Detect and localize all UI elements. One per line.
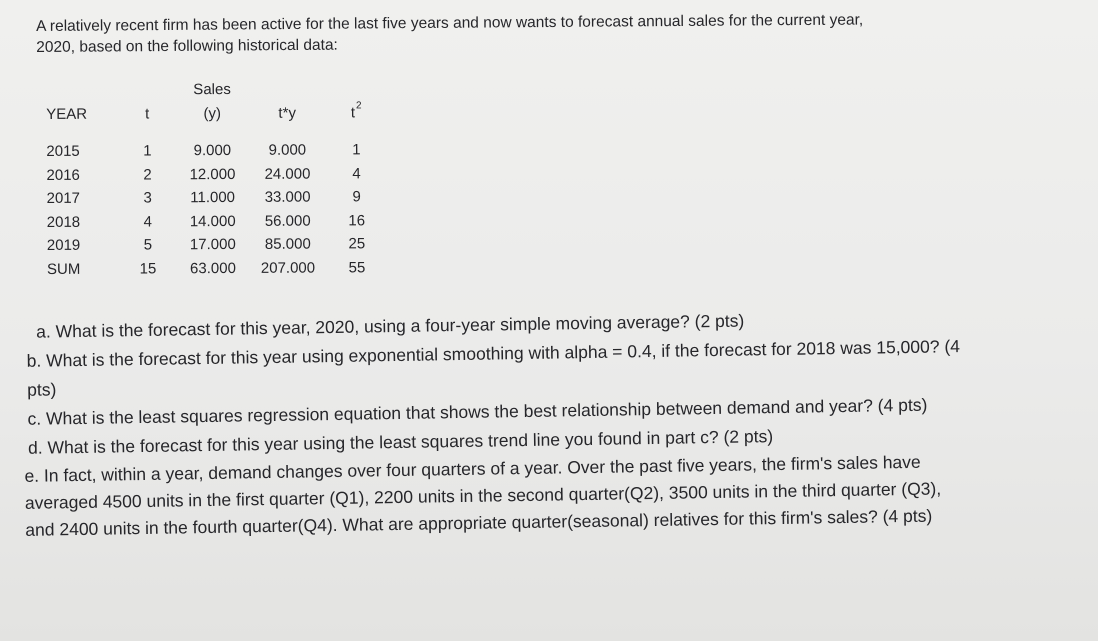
intro-line-2: 2020, based on the following historical data: (36, 36, 338, 56)
question-e-line-1: e. In fact, within a year, demand changes over four quarters of a year. Over the past five years, the firm's sales have (24, 451, 921, 486)
table-row (39, 232, 385, 257)
cell-t2: 25 (348, 235, 366, 253)
cell-t2: 4 (352, 165, 361, 183)
question-b-line-2: pts) (26, 379, 57, 400)
problem-intro (36, 8, 996, 58)
cell-y: 12.000 (189, 165, 236, 183)
table-row (38, 162, 384, 187)
cell-ty: 56.000 (264, 212, 311, 230)
cell-year: 2015 (46, 143, 80, 161)
cell-year: 2017 (46, 190, 81, 208)
cell-y: 11.000 (190, 189, 236, 207)
cell-t2: 1 (352, 141, 361, 159)
question-b-line-1: b. What is the forecast for this year using exponential smoothing with alpha = 0.4, if the forecast for 2018 was 15,000? (4 (26, 336, 961, 371)
cell-year: SUM (46, 260, 81, 278)
cell-t: 3 (143, 189, 152, 207)
table-row (39, 209, 385, 234)
header-ty: t*y (278, 104, 296, 122)
header-y: (y) (203, 104, 221, 122)
cell-y: 9.000 (193, 142, 232, 160)
intro-line-1: A relatively recent firm has been active for the last five years and now wants to forecast annual sales for the current year, (36, 11, 864, 35)
historical-data-table (38, 78, 385, 281)
cell-ty: 85.000 (264, 235, 311, 254)
cell-year: 2018 (46, 213, 81, 231)
header-sales: Sales (193, 80, 231, 98)
cell-t2: 9 (352, 188, 361, 206)
cell-ty: 24.000 (264, 165, 311, 183)
cell-t: 5 (143, 236, 153, 254)
cell-ty: 33.000 (264, 188, 311, 207)
cell-ty: 9.000 (268, 141, 307, 160)
cell-t: 1 (143, 142, 152, 160)
question-list (14, 301, 1097, 544)
cell-year: 2016 (46, 166, 80, 184)
cell-t: 15 (139, 260, 157, 278)
table-row-sum (39, 256, 385, 281)
table-row (39, 185, 385, 210)
cell-year: 2019 (46, 237, 81, 255)
header-t-squared: $t^2$ (350, 100, 362, 122)
question-a: a. What is the forecast for this year, 2020, using a four-year simple moving average? (2 pts) (36, 310, 745, 342)
question-d: d. What is the forecast for this year using the least squares trend line you found in part c? (2 pts) (27, 426, 774, 458)
cell-t: 2 (143, 166, 152, 184)
cell-t2: 16 (348, 212, 366, 230)
question-c: c. What is the least squares regression equation that shows the best relationship between demand and year? (4 pts) (27, 394, 928, 429)
table-row (38, 138, 384, 163)
cell-t: 4 (143, 213, 152, 231)
header-year: YEAR (46, 105, 88, 123)
header-t: t (145, 104, 150, 122)
cell-y: 17.000 (189, 236, 236, 254)
question-e-line-2: averaged 4500 units in the first quarter (Q1), 2200 units in the second quarter(Q2), 3500 units in the third quarter (Q3), (24, 478, 942, 513)
cell-t2: 55 (348, 259, 366, 277)
question-e-line-3: and 2400 units in the fourth quarter(Q4). What are appropriate quarter(seasonal) relatives for this firm's sales? (4 pts) (25, 505, 933, 540)
cell-ty: 207.000 (260, 259, 316, 277)
cell-y: 63.000 (189, 259, 236, 277)
cell-y: 14.000 (189, 212, 236, 230)
